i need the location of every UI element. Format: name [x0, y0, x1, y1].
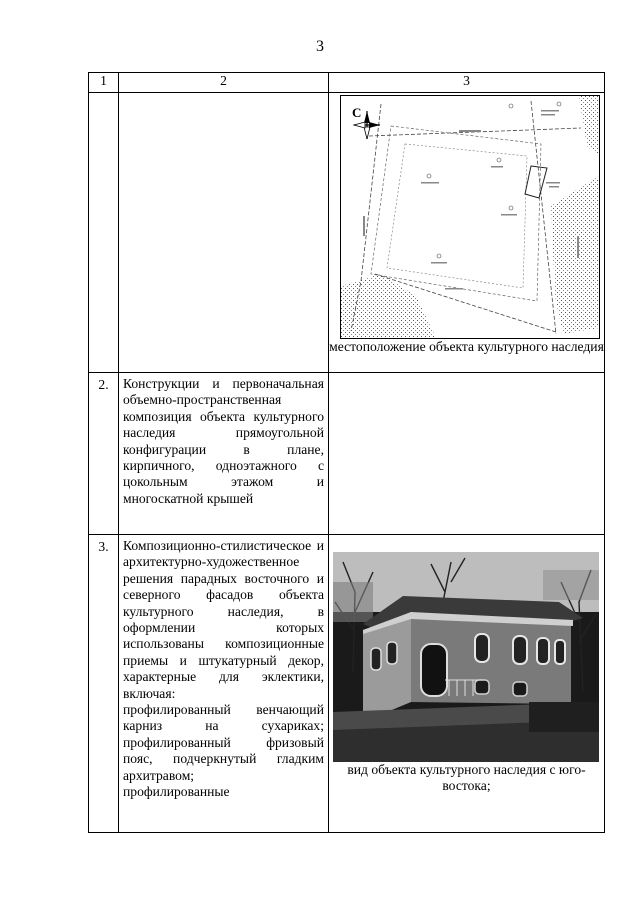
photo-caption: вид объекта культурного наследия с юго-востока;: [347, 762, 586, 794]
table-row: [89, 535, 605, 833]
table-row: [89, 93, 605, 373]
page-number: 3: [316, 38, 324, 55]
row-description: [119, 93, 329, 373]
row-description: [119, 373, 329, 535]
row-figure: [329, 373, 605, 535]
description-paragraph: профилированный венчающий карниз на сухариках;: [123, 702, 324, 734]
north-label: С: [352, 105, 362, 120]
description-paragraph: профилированные: [123, 784, 230, 800]
header-col-2: 2: [119, 73, 329, 93]
row-number: [89, 93, 119, 373]
site-map-drawing: [341, 96, 599, 338]
site-map: [340, 95, 600, 339]
description-paragraph: Композиционно-стилистическое и архитектурно-художественное решения парадных восточного и северного фасадов объекта культурного наследия, в оформлении которых использованы композиционные приемы и штукатурный декор, характерные для эклектики, включая:: [123, 538, 324, 701]
document-table: [88, 72, 605, 833]
building-photo-drawing: [333, 552, 599, 762]
building-photo: [333, 552, 599, 762]
row-description: [119, 535, 329, 833]
description-paragraph: профилированный фризовый пояс, подчеркнутый гладким архитравом;: [123, 734, 324, 783]
header-col-1: 1: [89, 73, 119, 93]
header-col-3: 3: [329, 73, 605, 93]
table-header-row: [89, 73, 605, 93]
map-caption: местоположение объекта культурного наследия: [329, 339, 604, 354]
row-number: 2.: [89, 373, 119, 535]
table-row: [89, 373, 605, 535]
row-number: 3.: [89, 535, 119, 833]
row-figure: [329, 93, 605, 373]
description-paragraph: Конструкции и первоначальная объемно-пространственная композиция объекта культурного наследия прямоугольной конфигурации в плане, кирпичного, одноэтажного с цокольным этажом и многоскатной крышей: [123, 376, 324, 506]
row-figure: [329, 535, 605, 833]
